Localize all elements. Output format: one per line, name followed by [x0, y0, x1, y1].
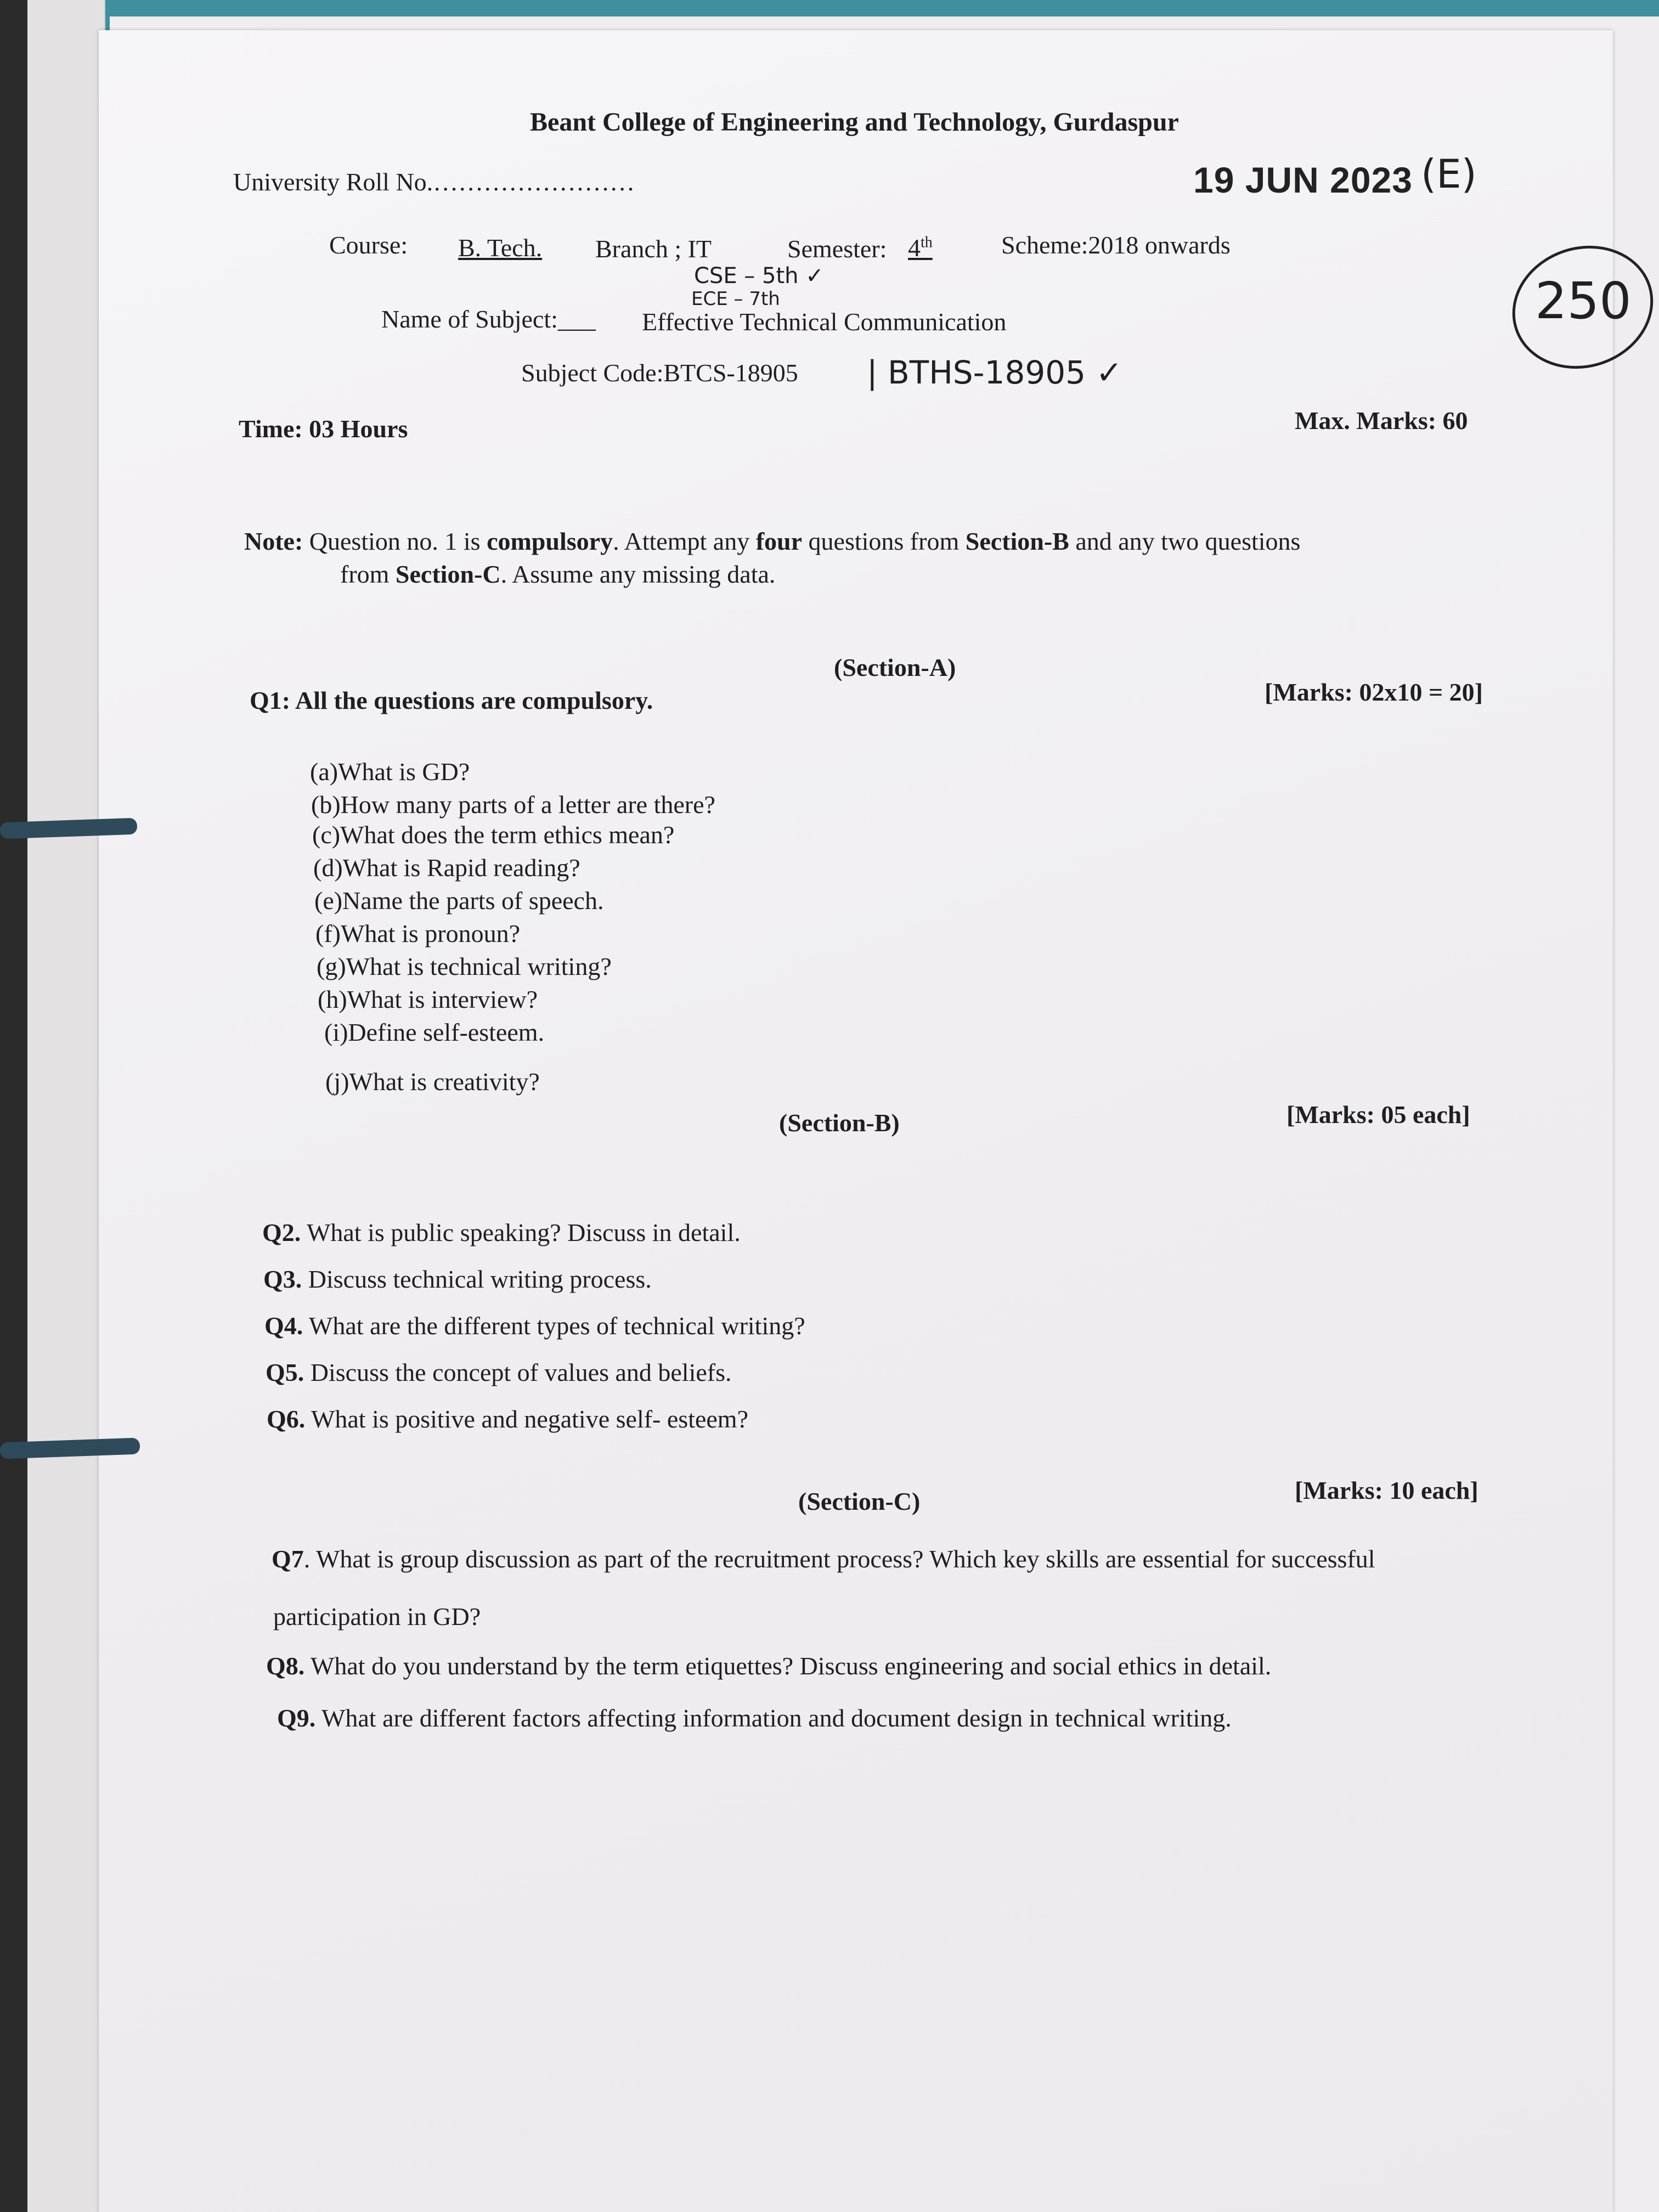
semester-value: 4th — [908, 234, 933, 262]
section-c-question-continued: participation in GD? — [273, 1602, 481, 1630]
date-stamp: 19 JUN 2023 — [1193, 160, 1413, 200]
section-c-title: (Section-C) — [798, 1487, 921, 1515]
note-text-1e: questions from — [802, 527, 966, 555]
section-b-marks: [Marks: 05 each] — [1286, 1101, 1470, 1128]
q1-item: (h)What is interview? — [318, 985, 538, 1013]
note-line-1 — [244, 527, 1300, 556]
course-label: Course: — [329, 231, 408, 259]
note-text-1a: Question no. 1 is — [309, 527, 487, 555]
q1-item: (j)What is creativity? — [325, 1068, 540, 1096]
q1-item: (e)Name the parts of speech. — [314, 887, 604, 915]
q1-item: (g)What is technical writing? — [317, 952, 612, 980]
college-name: Beant College of Engineering and Technology, Gurdaspur — [530, 108, 1179, 137]
section-c-question: Q8. What do you understand by the term etiquettes? Discuss engineering and social ethics in detail. — [266, 1652, 1272, 1680]
section-c-marks: [Marks: 10 each] — [1295, 1476, 1479, 1504]
handwritten-code: | BTHS-18905 ✓ — [867, 354, 1123, 391]
q1-item: (i)Define self-esteem. — [324, 1018, 545, 1046]
section-a-marks: [Marks: 02x10 = 20] — [1265, 678, 1483, 706]
exam-paper — [99, 30, 1632, 2212]
section-b-question: Q5. Discuss the concept of values and beliefs. — [266, 1358, 732, 1386]
q1-item: (d)What is Rapid reading? — [313, 854, 580, 882]
scheme: Scheme:2018 onwards — [1001, 231, 1231, 259]
note-text-2c: . Assume any missing data. — [500, 560, 776, 588]
q1-heading: Q1: All the questions are compulsory. — [250, 686, 653, 714]
q1-item: (a)What is GD? — [310, 758, 470, 786]
circled-number: 250 — [1535, 272, 1632, 330]
q1-item: (b)How many parts of a letter are there? — [311, 791, 715, 819]
section-b-question: Q4. What are the different types of technical writing? — [264, 1312, 805, 1340]
subject-name: Effective Technical Communication — [642, 308, 1007, 336]
section-b-question: Q6. What is positive and negative self- esteem? — [267, 1405, 748, 1433]
course-value: B. Tech. — [458, 234, 543, 262]
q1-item: (f)What is pronoun? — [315, 919, 520, 947]
section-c-question: Q9. What are different factors affecting information and document design in technical writing. — [277, 1704, 1232, 1732]
note-text-2b: Section-C — [395, 560, 501, 588]
q1-item: (c)What does the term ethics mean? — [312, 821, 675, 849]
handwritten-ece: ECE – 7th — [691, 288, 780, 310]
section-b-question: Q3. Discuss technical writing process. — [263, 1265, 652, 1293]
note-text-1c: . Attempt any — [613, 527, 756, 555]
note-text-1g: and any two questions — [1069, 527, 1301, 555]
e-handwritten-mark: (E) — [1421, 151, 1477, 197]
max-marks: Max. Marks: 60 — [1295, 407, 1468, 435]
time: Time: 03 Hours — [239, 415, 408, 443]
note-text-1b: compulsory — [487, 527, 613, 555]
section-c-question: Q7. What is group discussion as part of the recruitment process? Which key skills are essential for successful — [272, 1545, 1375, 1573]
note-text-1f: Section-B — [965, 527, 1069, 555]
branch: Branch ; IT — [595, 235, 712, 263]
section-b-question: Q2. What is public speaking? Discuss in detail. — [262, 1218, 741, 1246]
roll-number-label: University Roll No.…………………… — [233, 168, 635, 196]
note-label: Note: — [244, 527, 303, 555]
underlying-page-edge — [27, 0, 105, 2212]
section-a-title: (Section-A) — [834, 653, 956, 681]
section-b-title: (Section-B) — [779, 1109, 900, 1137]
subject-label: Name of Subject:___ — [381, 305, 596, 333]
note-text-2a: from — [340, 560, 396, 588]
note-text-1d: four — [755, 527, 803, 555]
semester-superscript: th — [921, 234, 933, 251]
note-line-2 — [340, 560, 775, 589]
handwritten-cse: CSE – 5th ✓ — [694, 263, 824, 289]
subject-code: Subject Code:BTCS-18905 — [521, 359, 798, 387]
semester-label: Semester: — [787, 235, 887, 263]
